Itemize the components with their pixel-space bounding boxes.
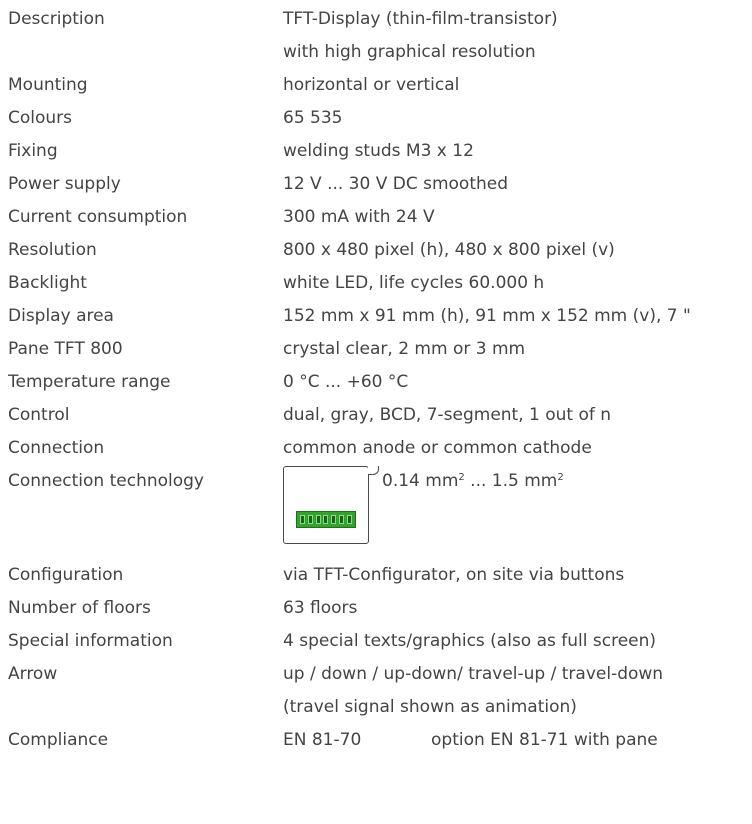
spec-label: Current consumption: [8, 207, 188, 227]
spec-value: (travel signal shown as animation): [283, 697, 577, 717]
cross-section-range: [382, 464, 564, 498]
spec-value: 800 x 480 pixel (h), 480 x 800 pixel (v): [283, 240, 615, 260]
spec-value: 152 mm x 91 mm (h), 91 mm x 152 mm (v), 7 ": [283, 306, 691, 326]
spec-value: white LED, life cycles 60.000 h: [283, 273, 545, 293]
spec-value: up / down / up-down/ travel-up / travel-down: [283, 664, 664, 684]
spec-row-control: [0, 398, 752, 432]
spec-label: Power supply: [8, 174, 121, 194]
spec-value: via TFT-Configurator, on site via buttons: [283, 565, 625, 585]
spec-row-arrow-continued: [0, 690, 752, 724]
spec-value: with high graphical resolution: [283, 42, 536, 62]
spec-value: 12 V ... 30 V DC smoothed: [283, 174, 509, 194]
unit-exponent: 2: [458, 472, 465, 483]
spec-value: crystal clear, 2 mm or 3 mm: [283, 339, 526, 359]
spec-value: welding studs M3 x 12: [283, 141, 474, 161]
range-separator: ...: [464, 471, 492, 491]
spec-label: Display area: [8, 306, 114, 326]
spec-value: 0 °C ... +60 °C: [283, 372, 409, 392]
spec-value: [283, 723, 658, 757]
spec-label: Configuration: [8, 565, 124, 585]
green-terminal-block-icon: [296, 511, 356, 528]
spec-value: dual, gray, BCD, 7-segment, 1 out of n: [283, 405, 612, 425]
spec-row-connection: [0, 431, 752, 465]
spec-label: Backlight: [8, 273, 87, 293]
spec-value: 300 mA with 24 V: [283, 207, 435, 227]
spec-row-current-consumption: [0, 200, 752, 234]
compliance-option: option EN 81-71 with pane: [431, 730, 658, 750]
spec-label: Mounting: [8, 75, 88, 95]
spec-label: Fixing: [8, 141, 58, 161]
pin-icon: [300, 515, 305, 524]
spec-label: Special information: [8, 631, 173, 651]
spec-row-temperature-range: [0, 365, 752, 399]
spec-label: Pane TFT 800: [8, 339, 123, 359]
spec-row-description: [0, 2, 752, 36]
pin-icon: [308, 515, 313, 524]
spec-label: Number of floors: [8, 598, 151, 618]
spec-label: Compliance: [8, 730, 109, 750]
spec-row-colours: [0, 101, 752, 135]
spec-value: 65 535: [283, 108, 343, 128]
terminal-block-icon: [283, 466, 369, 544]
spec-row-configuration: [0, 558, 752, 592]
spec-row-arrow: [0, 657, 752, 691]
spec-label: Connection technology: [8, 471, 204, 491]
unit-exponent: 2: [557, 472, 564, 483]
pin-icon: [316, 515, 321, 524]
spec-row-display-area: [0, 299, 752, 333]
spec-row-power-supply: [0, 167, 752, 201]
spec-row-resolution: [0, 233, 752, 267]
spec-row-fixing: [0, 134, 752, 168]
spec-row-mounting: [0, 68, 752, 102]
spec-row-compliance: [0, 723, 752, 757]
pin-icon: [339, 515, 344, 524]
spec-row-number-of-floors: [0, 591, 752, 625]
pin-icon: [347, 515, 352, 524]
spec-label: Resolution: [8, 240, 97, 260]
spec-value: TFT-Display (thin-film-transistor): [283, 9, 558, 29]
spec-row-special-information: [0, 624, 752, 658]
spec-row-backlight: [0, 266, 752, 300]
spec-row-description-continued: [0, 35, 752, 69]
spec-label: Colours: [8, 108, 73, 128]
spec-value: horizontal or vertical: [283, 75, 460, 95]
spec-label: Temperature range: [8, 372, 171, 392]
pin-icon: [323, 515, 328, 524]
cross-section-min: 0.14 mm: [382, 471, 459, 491]
pin-icon: [331, 515, 336, 524]
spec-value: 4 special texts/graphics (also as full screen): [283, 631, 657, 651]
spec-label: Description: [8, 9, 105, 29]
spec-label: Control: [8, 405, 70, 425]
spec-label: Arrow: [8, 664, 58, 684]
terminal-pins: [300, 515, 352, 524]
compliance-standard: EN 81-70: [283, 730, 362, 750]
spec-value: 63 floors: [283, 598, 358, 618]
spec-label: Connection: [8, 438, 105, 458]
cross-section-max: 1.5 mm: [491, 471, 558, 491]
spec-row-pane: [0, 332, 752, 366]
spec-value: common anode or common cathode: [283, 438, 592, 458]
